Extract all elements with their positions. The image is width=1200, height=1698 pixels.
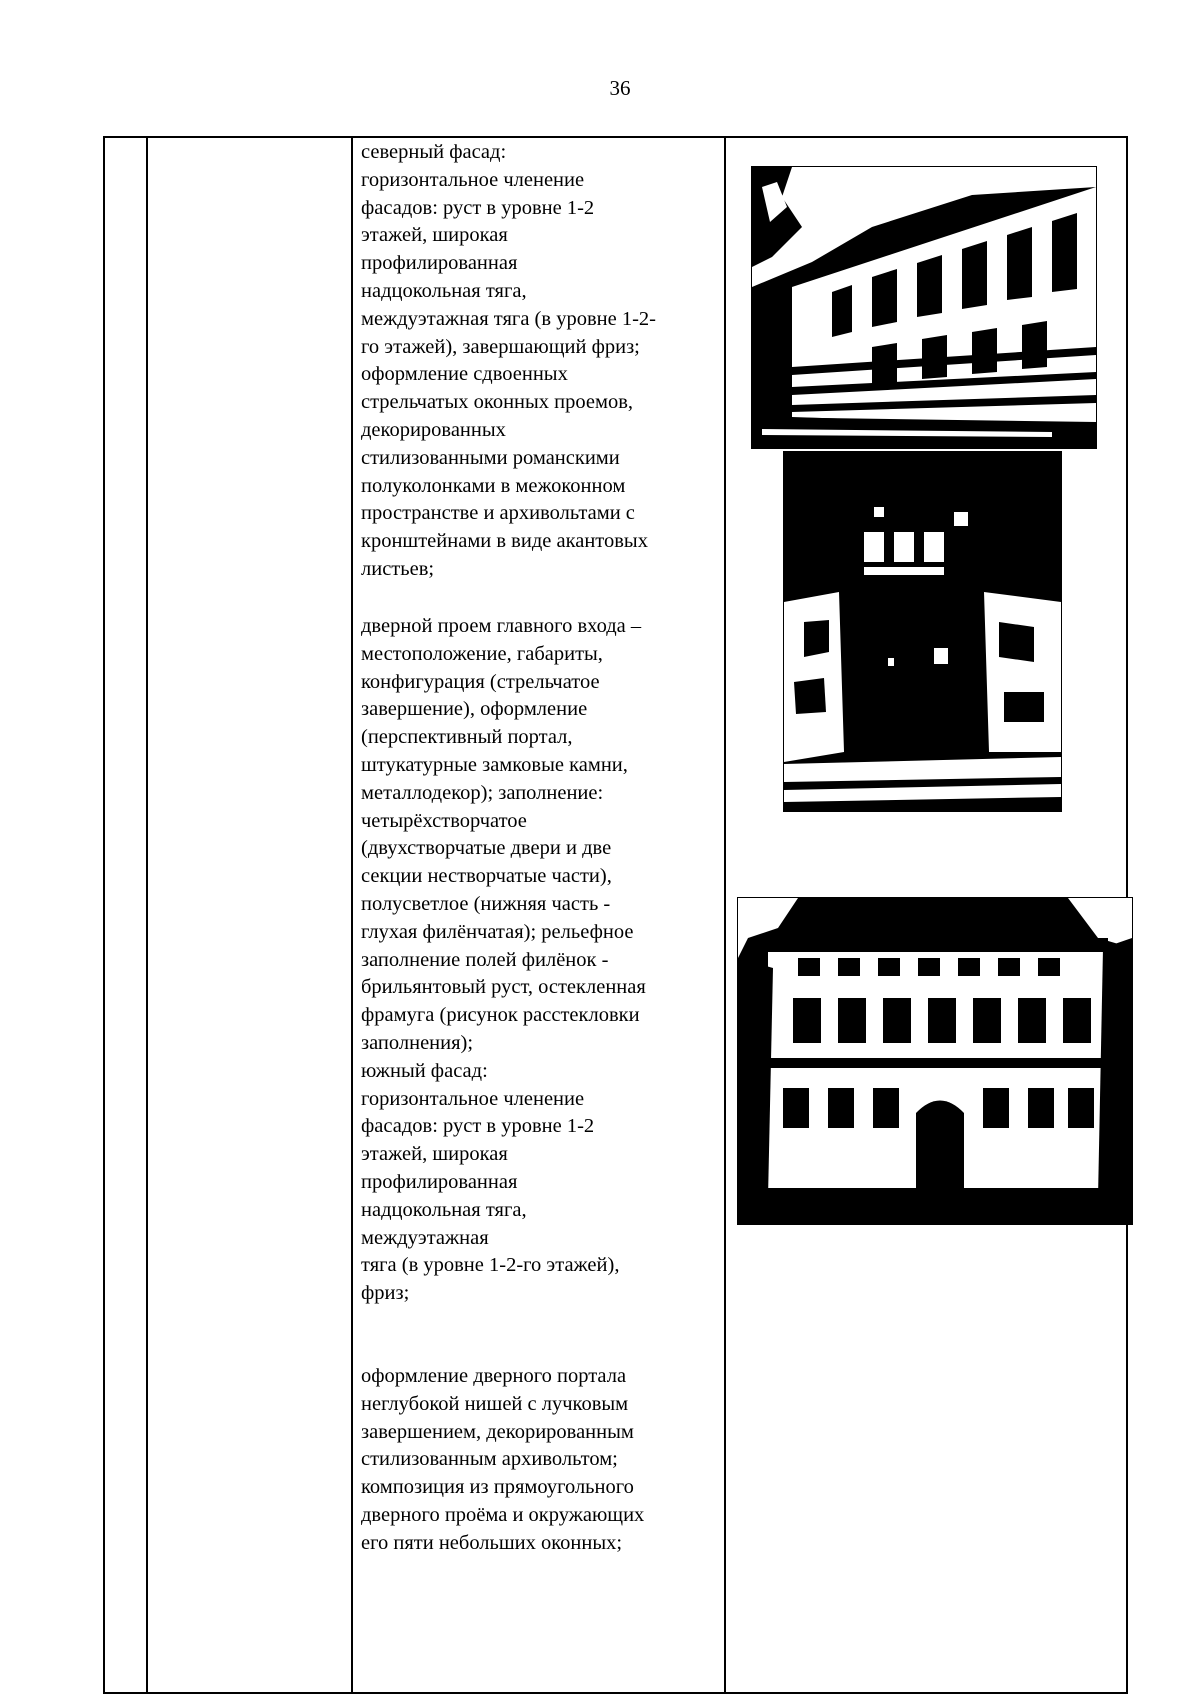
text-line: дверного проёма и окружающих [361, 1503, 645, 1526]
main-entrance-door-photo [783, 451, 1062, 812]
table-divider-2 [351, 136, 353, 1693]
text-line: брильянтовый руст, остекленная [361, 976, 646, 999]
text-line: кронштейнами в виде акантовых [361, 530, 648, 553]
text-line: горизонтальное членение [361, 1087, 585, 1110]
text-line: глухая филёнчатая); рельефное [361, 920, 634, 943]
table-border-bottom [103, 1692, 1128, 1694]
text-line: фасадов: руст в уровне 1-2 [361, 196, 595, 219]
text-line: этажей, широкая [361, 224, 508, 247]
text-line: оформление сдвоенных [361, 363, 568, 386]
text-line: полусветлое (нижняя часть - [361, 892, 611, 915]
text-line: (перспективный портал, [361, 726, 573, 749]
text-line: декорированных [361, 418, 506, 441]
description-cell-block-3 [361, 1363, 716, 1558]
text-line: (двухстворчатые двери и две [361, 837, 612, 860]
table-border-left [103, 136, 105, 1693]
text-line: фасадов: руст в уровне 1-2 [361, 1115, 595, 1138]
text-line: северный фасад: [361, 141, 507, 163]
text-line: секции нестворчатые части), [361, 865, 612, 888]
text-line: заполнение полей филёнок - [361, 948, 609, 971]
text-line: стилизованным архивольтом; [361, 1448, 618, 1471]
text-line: завершение), оформление [361, 698, 588, 721]
text-line: этажей, широкая [361, 1143, 508, 1166]
text-line: завершением, декорированным [361, 1420, 634, 1443]
page-number: 36 [609, 76, 631, 100]
text-line: местоположение, габариты, [361, 642, 603, 665]
text-line: южный фасад: [361, 1059, 488, 1082]
text-line: металлодекор); заполнение: [361, 781, 604, 804]
text-line: дверной проем главного входа – [361, 615, 642, 637]
text-line: фрамуга (рисунок расстекловки [361, 1004, 640, 1027]
text-line: междуэтажная [361, 1226, 489, 1249]
text-line: фриз; [361, 1282, 410, 1305]
table-divider-1 [146, 136, 148, 1693]
table-border-top [103, 136, 1128, 138]
text-line: заполнения); [361, 1031, 474, 1054]
text-line: горизонтальное членение [361, 168, 585, 191]
description-cell-block-2 [361, 613, 716, 1308]
text-line: профилированная [361, 1170, 518, 1193]
text-line: го этажей), завершающий фриз; [361, 335, 640, 358]
text-line: штукатурные замковые камни, [361, 753, 628, 776]
text-line: оформление дверного портала [361, 1365, 627, 1387]
text-line: полуколонками в межоконном [361, 474, 626, 497]
text-line: тяга (в уровне 1-2-го этажей), [361, 1254, 620, 1277]
south-facade-photo [737, 897, 1133, 1225]
text-line: стилизованными романскими [361, 446, 620, 469]
text-line: надцокольная тяга, [361, 1198, 527, 1221]
text-line: надцокольная тяга, [361, 279, 527, 302]
text-line: конфигурация (стрельчатое [361, 670, 600, 693]
text-line: неглубокой нишей с лучковым [361, 1392, 629, 1415]
text-line: стрельчатых оконных проемов, [361, 391, 634, 414]
table-divider-3 [724, 136, 726, 1693]
description-cell-block-1 [361, 139, 716, 584]
text-line: междуэтажная тяга (в уровне 1-2- [361, 307, 656, 330]
text-line: его пяти небольших оконных; [361, 1531, 623, 1554]
north-facade-photo [751, 166, 1097, 449]
text-line: четырёхстворчатое [361, 809, 527, 832]
text-line: профилированная [361, 252, 518, 275]
text-line: композиция из прямоугольного [361, 1476, 634, 1499]
text-line: листьев; [361, 557, 435, 580]
text-line: пространстве и архивольтами с [361, 502, 635, 525]
